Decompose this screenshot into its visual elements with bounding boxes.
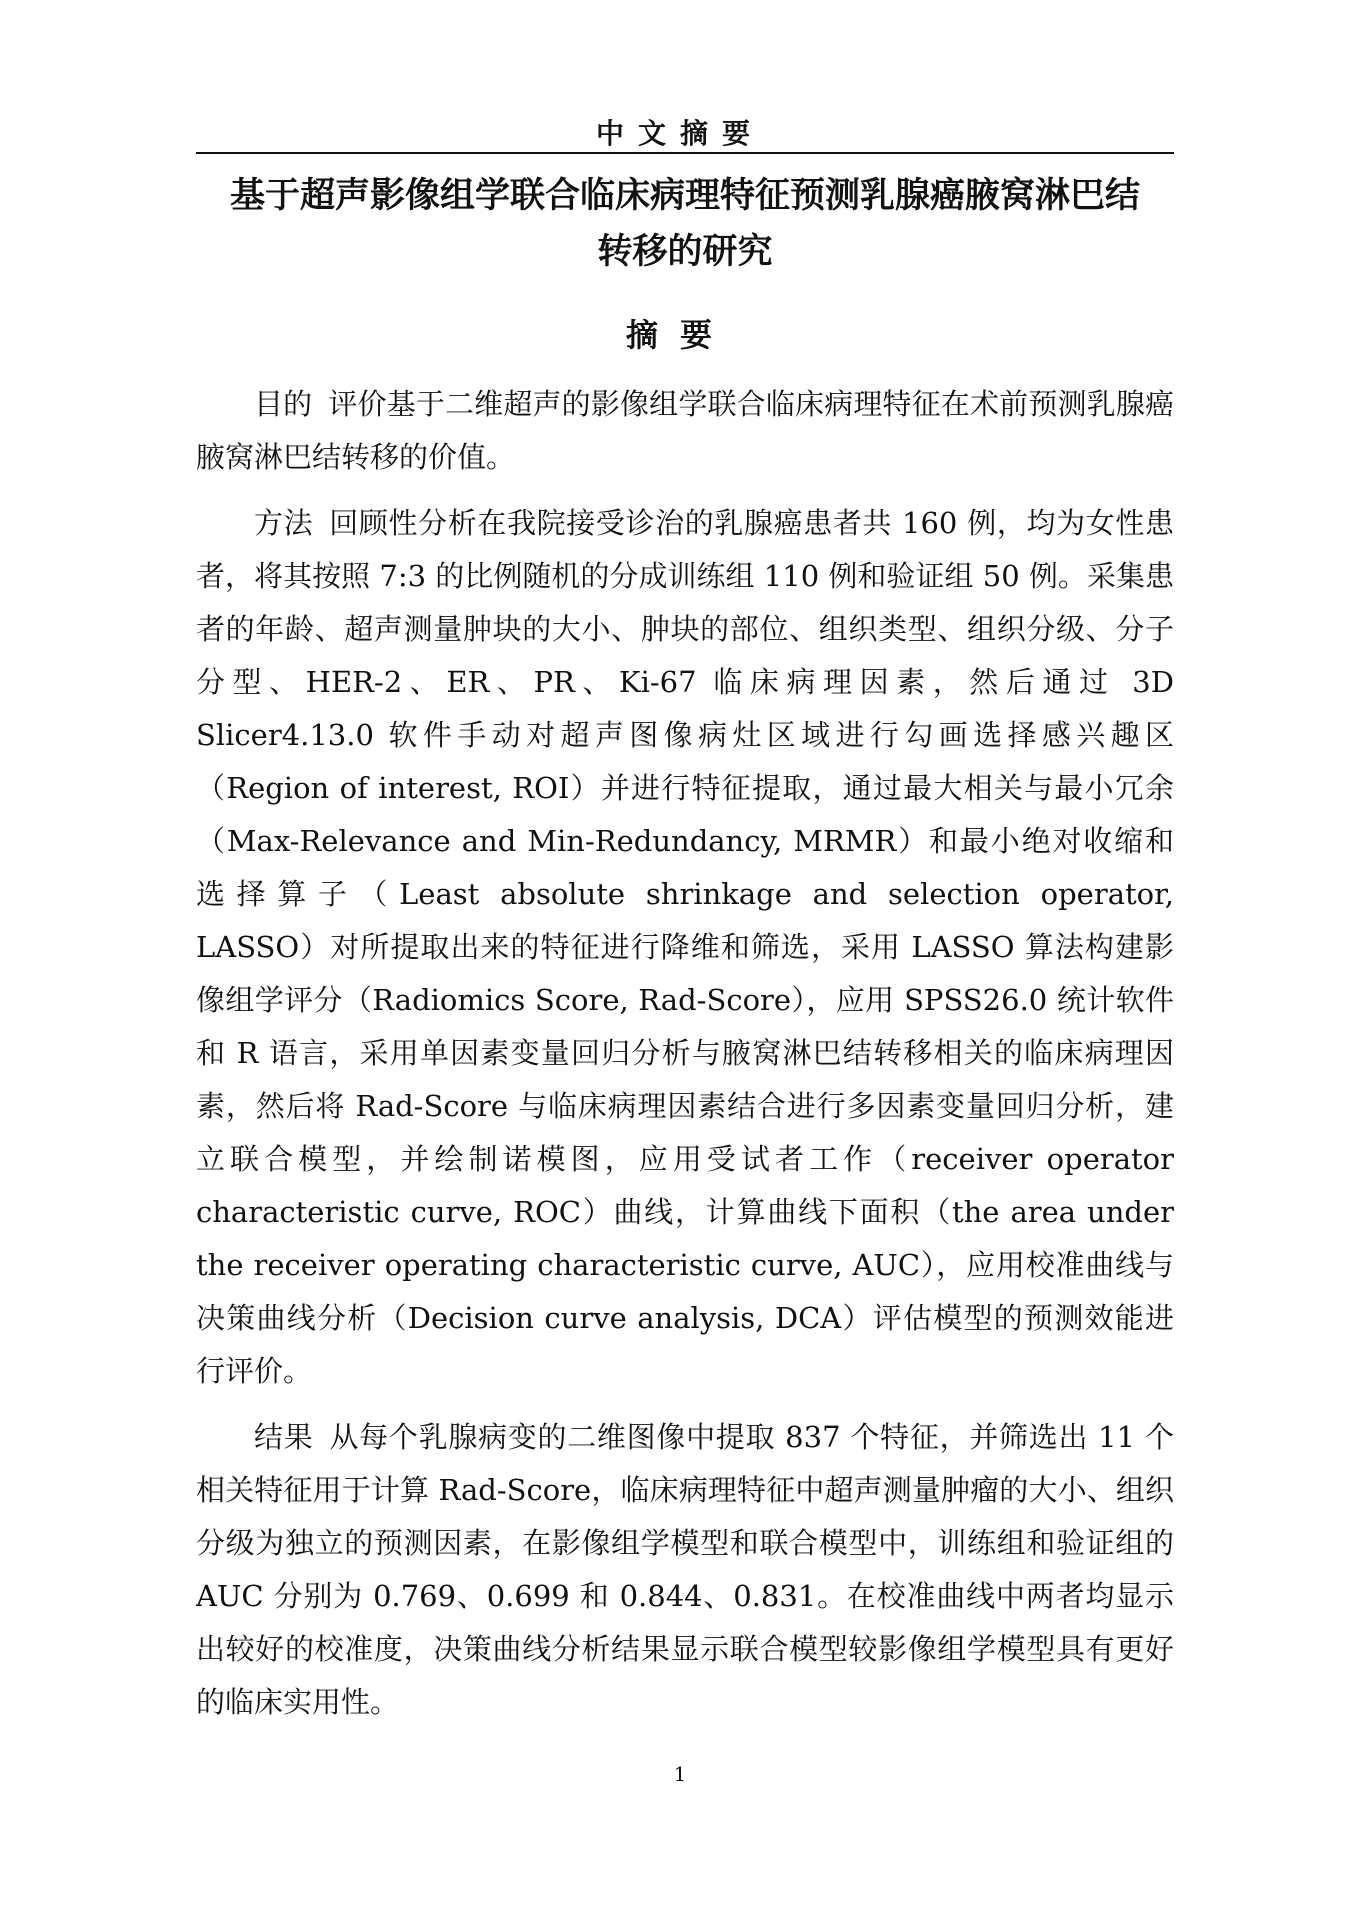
results-label: 结果 [254,1420,314,1454]
running-header: 中文摘要 [595,117,764,150]
results-text: 从每个乳腺病变的二维图像中提取 837 个特征，并筛选出 11 个相关特征用于计算 Rad-Score，临床病理特征中超声测量肿瘤的大小、组织分级为独立的预测因素，在影像组学模型和联合模型中，训练组和验证组的 AUC 分别为 0.769、0.699 和 0.844、0.831。在校准曲线中两者均显示出较好的校准度，决策曲线分析结果显示联合模型较影像组学模型具有更好的临床实用性。 [196,1420,1174,1719]
methods-paragraph [196,497,1174,1398]
abstract-body [196,378,1174,1742]
objective-text: 评价基于二维超声的影像组学联合临床病理特征在术前预测乳腺癌腋窝淋巴结转移的价值。 [196,387,1174,474]
thesis-title-line-2: 转移的研究 [597,232,773,272]
thesis-title-line-1: 基于超声影像组学联合临床病理特征预测乳腺癌腋窝淋巴结 [229,176,1140,216]
header-divider [196,152,1174,154]
page-number: 1 [673,1762,687,1786]
thesis-title [196,168,1174,280]
methods-text: 回顾性分析在我院接受诊治的乳腺癌患者共 160 例，均为女性患者，将其按照 7:3 的比例随机的分成训练组 110 例和验证组 50 例。采集患者的年龄、超声测量肿块的大小、肿块的部位、组织类型、组织分级、分子分型、HER-2、ER、PR、Ki-67 临床病理因素，然后通过 3D Slicer4.13.0 软件手动对超声图像病灶区域进行勾画选择感兴趣区（Region of interest, ROI）并进行特征提取，通过最大相关与最小冗余 （Max-Relevance and Min-Redundancy, MRMR）和最小绝对收缩和选择算子（Least absolute shrinkage and selection operator, LASSO）对所提取出来的特征进行降维和筛选，采用 LASSO 算法构建影像组学评分（Radiomics Score, Rad-Score），应用 SPSS26.0 统计软件和 R 语言，采用单因素变量回归分析与腋窝淋巴结转移相关的临床病理因素，然后将 Rad-Score 与临床病理因素结合进行多因素变量回归分析，建立联合模型，并绘制诺模图，应用受试者工作（receiver operator characteristic curve, ROC）曲线，计算曲线下面积（the area under the receiver operating characteristic curve, AUC），应用校准曲线与决策曲线分析（Decision curve analysis, DCA）评估模型的预测效能进行评价。 [196,506,1174,1388]
objective-label: 目的 [254,387,313,421]
abstract-heading: 摘要 [625,316,734,354]
objective-paragraph [196,378,1174,484]
results-paragraph [196,1411,1174,1729]
methods-label: 方法 [254,506,314,540]
